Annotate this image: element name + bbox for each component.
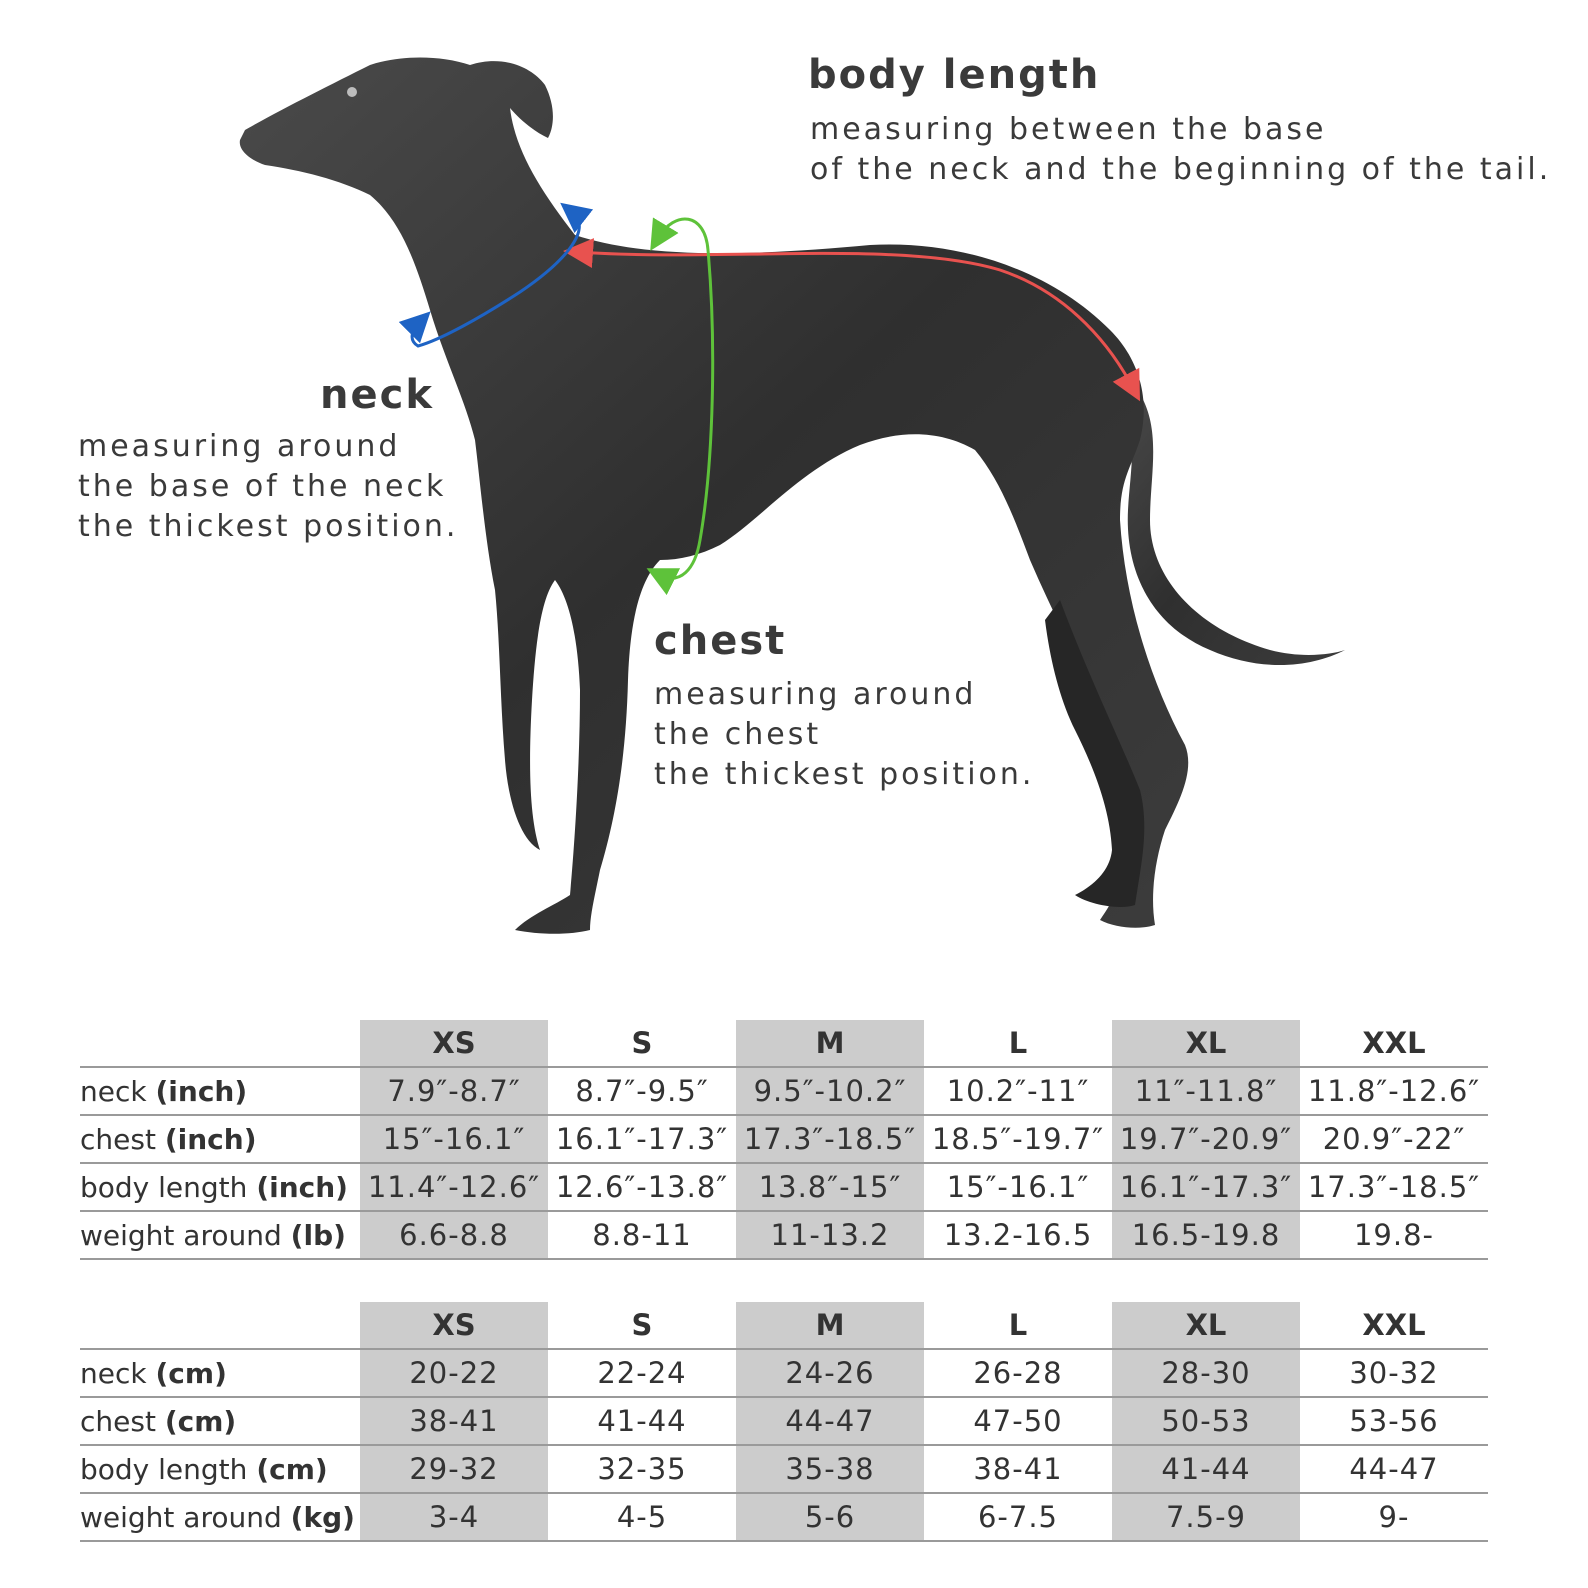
size-header-row <box>80 1020 1488 1067</box>
table-cell: 4-5 <box>548 1493 736 1541</box>
header-corner <box>80 1020 360 1067</box>
table-cell: 17.3″-18.5″ <box>1300 1163 1488 1211</box>
table-row-chest-cm <box>80 1397 1488 1445</box>
neck-description <box>78 427 458 547</box>
table-cell: 26-28 <box>924 1349 1112 1397</box>
chest-line-3: the thickest position. <box>654 757 1035 792</box>
neck-line-3: the thickest position. <box>78 509 459 544</box>
row-label: neck (cm) <box>80 1349 360 1397</box>
chest-line-1: measuring around <box>654 677 977 712</box>
table-cell: 3-4 <box>360 1493 548 1541</box>
table-cell: 44-47 <box>1300 1445 1488 1493</box>
neck-line-1: measuring around <box>78 429 401 464</box>
row-label: body length (cm) <box>80 1445 360 1493</box>
table-cell: 41-44 <box>1112 1445 1300 1493</box>
size-header-xxl: XXL <box>1300 1020 1488 1067</box>
size-header-row <box>80 1302 1488 1349</box>
table-cell: 9.5″-10.2″ <box>736 1067 924 1115</box>
table-cell: 6-7.5 <box>924 1493 1112 1541</box>
table-cell: 13.8″-15″ <box>736 1163 924 1211</box>
size-header-xs: XS <box>360 1020 548 1067</box>
row-label: weight around (kg) <box>80 1493 360 1541</box>
table-cell: 11.8″-12.6″ <box>1300 1067 1488 1115</box>
table-cell: 7.9″-8.7″ <box>360 1067 548 1115</box>
size-header-s: S <box>548 1302 736 1349</box>
header-corner <box>80 1302 360 1349</box>
table-cell: 11-13.2 <box>736 1211 924 1259</box>
size-header-l: L <box>924 1020 1112 1067</box>
size-header-xl: XL <box>1112 1302 1300 1349</box>
table-cell: 18.5″-19.7″ <box>924 1115 1112 1163</box>
table-cell: 53-56 <box>1300 1397 1488 1445</box>
table-cell: 19.7″-20.9″ <box>1112 1115 1300 1163</box>
table-cell: 38-41 <box>360 1397 548 1445</box>
body-length-title: body length <box>808 52 1101 98</box>
body-length-line-1: measuring between the base <box>810 112 1327 147</box>
row-label: body length (inch) <box>80 1163 360 1211</box>
table-cell: 9- <box>1300 1493 1488 1541</box>
table-row-body-length-cm <box>80 1445 1488 1493</box>
size-header-xxl: XXL <box>1300 1302 1488 1349</box>
chest-title: chest <box>654 618 787 664</box>
table-cell: 20-22 <box>360 1349 548 1397</box>
row-label: weight around (lb) <box>80 1211 360 1259</box>
table-cell: 35-38 <box>736 1445 924 1493</box>
size-header-xl: XL <box>1112 1020 1300 1067</box>
table-cell: 11″-11.8″ <box>1112 1067 1300 1115</box>
size-header-l: L <box>924 1302 1112 1349</box>
body-length-description <box>810 110 1551 190</box>
table-cell: 13.2-16.5 <box>924 1211 1112 1259</box>
table-cell: 15″-16.1″ <box>360 1115 548 1163</box>
table-cell: 17.3″-18.5″ <box>736 1115 924 1163</box>
size-header-m: M <box>736 1302 924 1349</box>
table-cell: 41-44 <box>548 1397 736 1445</box>
table-cell: 6.6-8.8 <box>360 1211 548 1259</box>
table-row-weight-lb <box>80 1211 1488 1259</box>
chest-line-2: the chest <box>654 717 822 752</box>
table-cell: 11.4″-12.6″ <box>360 1163 548 1211</box>
table-cell: 10.2″-11″ <box>924 1067 1112 1115</box>
table-cell: 22-24 <box>548 1349 736 1397</box>
table-row-body-length-inch <box>80 1163 1488 1211</box>
neck-line-2: the base of the neck <box>78 469 447 504</box>
table-cell: 50-53 <box>1112 1397 1300 1445</box>
table-cell: 20.9″-22″ <box>1300 1115 1488 1163</box>
size-header-m: M <box>736 1020 924 1067</box>
dog-tail <box>1118 380 1345 665</box>
table-cell: 24-26 <box>736 1349 924 1397</box>
size-header-xs: XS <box>360 1302 548 1349</box>
table-cell: 16.5-19.8 <box>1112 1211 1300 1259</box>
table-cell: 16.1″-17.3″ <box>548 1115 736 1163</box>
table-row-neck-cm <box>80 1349 1488 1397</box>
chest-description <box>654 675 1034 795</box>
neck-title: neck <box>320 372 434 418</box>
table-row-chest-inch <box>80 1115 1488 1163</box>
table-cell: 44-47 <box>736 1397 924 1445</box>
row-label: chest (cm) <box>80 1397 360 1445</box>
size-table-cm <box>80 1302 1488 1542</box>
table-cell: 38-41 <box>924 1445 1112 1493</box>
body-length-line-2: of the neck and the beginning of the tail. <box>810 152 1552 187</box>
table-cell: 30-32 <box>1300 1349 1488 1397</box>
table-cell: 32-35 <box>548 1445 736 1493</box>
table-cell: 8.7″-9.5″ <box>548 1067 736 1115</box>
table-row-neck-inch <box>80 1067 1488 1115</box>
table-cell: 12.6″-13.8″ <box>548 1163 736 1211</box>
table-cell: 29-32 <box>360 1445 548 1493</box>
table-cell: 7.5-9 <box>1112 1493 1300 1541</box>
size-header-s: S <box>548 1020 736 1067</box>
table-cell: 28-30 <box>1112 1349 1300 1397</box>
table-cell: 5-6 <box>736 1493 924 1541</box>
row-label: neck (inch) <box>80 1067 360 1115</box>
row-label: chest (inch) <box>80 1115 360 1163</box>
table-cell: 16.1″-17.3″ <box>1112 1163 1300 1211</box>
table-cell: 47-50 <box>924 1397 1112 1445</box>
size-table-inch <box>80 1020 1488 1260</box>
dog-eye <box>347 87 357 97</box>
table-cell: 15″-16.1″ <box>924 1163 1112 1211</box>
table-cell: 19.8- <box>1300 1211 1488 1259</box>
table-row-weight-kg <box>80 1493 1488 1541</box>
table-cell: 8.8-11 <box>548 1211 736 1259</box>
